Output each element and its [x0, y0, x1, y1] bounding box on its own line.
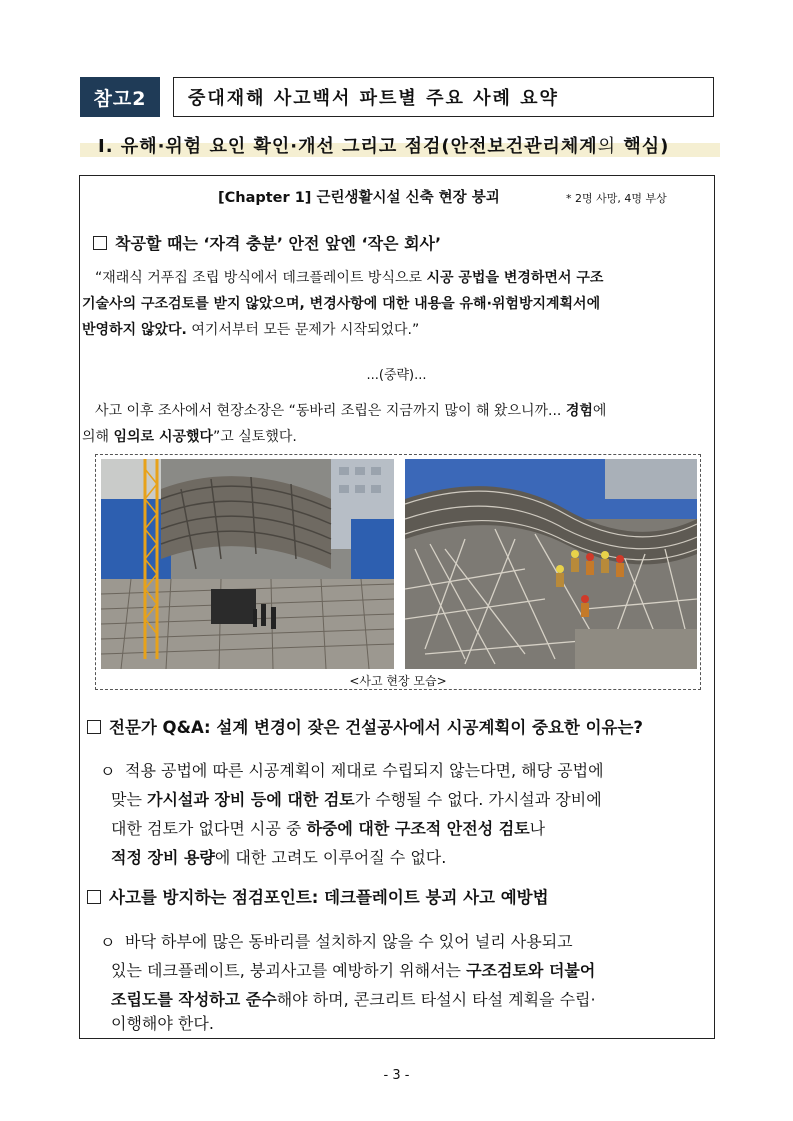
section-heading — [80, 130, 720, 158]
accident-site-photo-left — [101, 459, 394, 669]
heading-start-of-work: 착공할 때는 ‘자격 충분’ 안전 앞엔 ‘작은 회사’ — [93, 231, 441, 254]
heading-checkpoint: 사고를 방지하는 점검포인트: 데크플레이트 붕괴 사고 예방법 — [87, 884, 549, 908]
accident-site-photo-right — [405, 459, 697, 669]
reference-header — [80, 77, 714, 117]
quote-line-2: 기술사의 구조검토를 받지 않았으며, 변경사항에 대한 내용을 유해·위험방지계획서에 — [82, 296, 601, 312]
page-number: - 3 - — [383, 1068, 410, 1083]
accident-photo-frame — [95, 454, 701, 690]
after-line-1: 사고 이후 조사에서 현장소장은 “동바리 조립은 지금까지 많이 해 왔으니까... 경험에 — [95, 403, 607, 419]
bullet-icon: ㅇ — [100, 762, 116, 781]
qa-line-2: 맞는 가시설과 장비 등에 대한 검토가 수행될 수 없다. 가시설과 장비에 — [111, 790, 602, 809]
qa-line-1: 적용 공법에 따른 시공계획이 제대로 수립되지 않는다면, 해당 공법에 — [125, 761, 604, 780]
casualty-note: * 2명 사망, 4명 부상 — [566, 192, 667, 205]
bullet-icon: ㅇ — [100, 933, 116, 952]
after-line-2: 의해 임의로 시공했다”고 실토했다. — [82, 429, 297, 445]
document-title: 중대재해 사고백서 파트별 주요 사례 요약 — [188, 88, 559, 109]
quote-line-1: “재래식 거푸집 조립 방식에서 데크플레이트 방식으로 시공 공법을 변경하면서 구조 — [95, 270, 604, 286]
qa-line-3: 대한 검토가 없다면 시공 중 하중에 대한 구조적 안전성 검토나 — [111, 819, 546, 838]
qa-line-4: 적정 장비 용량에 대한 고려도 이루어질 수 없다. — [111, 848, 447, 867]
prevent-line-1: 바닥 하부에 많은 동바리를 설치하지 않을 수 있어 널리 사용되고 — [125, 932, 573, 951]
reference-badge: 참고2 — [80, 77, 160, 117]
omission-mark: ...(중략)... — [366, 368, 427, 383]
checkbox-square-icon — [87, 890, 101, 904]
checkbox-square-icon — [93, 236, 107, 250]
prevent-line-4: 이행해야 한다. — [111, 1014, 214, 1033]
photo-caption: <사고 현장 모습> — [349, 674, 447, 688]
heading-expert-qa: 전문가 Q&A: 설계 변경이 잦은 건설공사에서 시공계획이 중요한 이유는? — [87, 714, 643, 738]
chapter-title: [Chapter 1] 근린생활시설 신축 현장 붕괴 — [218, 190, 500, 206]
quote-line-3: 반영하지 않았다. 여기서부터 모든 문제가 시작되었다.” — [82, 322, 420, 338]
prevent-line-2: 있는 데크플레이트, 붕괴사고를 예방하기 위해서는 구조검토와 더불어 — [111, 961, 596, 980]
section-title: Ⅰ. 유해·위험 요인 확인·개선 그리고 점검(안전보건관리체계의 핵심) — [98, 136, 670, 157]
document-title-box — [173, 77, 714, 117]
checkbox-square-icon — [87, 720, 101, 734]
prevent-line-3: 조립도를 작성하고 준수해야 하며, 콘크리트 타설시 타설 계획을 수립· — [111, 990, 596, 1009]
